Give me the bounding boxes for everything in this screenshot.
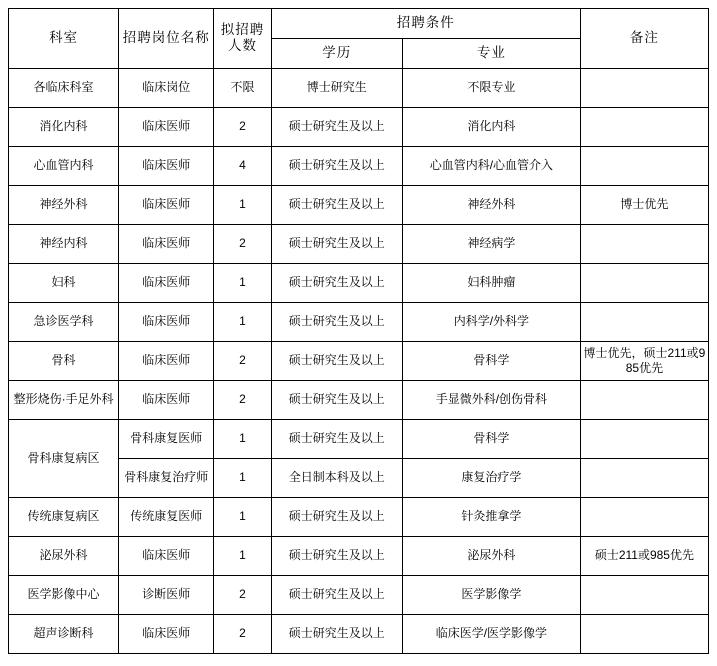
table-row [9,380,709,419]
cell-education: 硕士研究生及以上 [271,341,402,380]
cell-remark: 博士优先 [580,185,708,224]
cell-post: 临床岗位 [119,68,214,107]
cell-major: 临床医学/医学影像学 [402,614,580,653]
cell-department: 神经外科 [9,185,119,224]
cell-post: 临床医师 [119,263,214,302]
cell-remark: 博士优先，硕士211或985优先 [580,341,708,380]
cell-major: 针灸推拿学 [402,497,580,536]
cell-remark [580,224,708,263]
cell-post: 临床医师 [119,146,214,185]
cell-major: 内科学/外科学 [402,302,580,341]
cell-post: 临床医师 [119,185,214,224]
cell-planned-number: 2 [214,575,271,614]
cell-remark: 硕士211或985优先 [580,536,708,575]
cell-post: 诊断医师 [119,575,214,614]
cell-remark [580,107,708,146]
cell-planned-number: 2 [214,224,271,263]
cell-planned-number: 2 [214,107,271,146]
cell-remark [580,302,708,341]
cell-department: 骨科康复病区 [9,419,119,497]
cell-major: 手显微外科/创伤骨科 [402,380,580,419]
table-head [9,9,709,69]
header-post-name: 招聘岗位名称 [119,9,214,69]
cell-department: 急诊医学科 [9,302,119,341]
table-row [9,497,709,536]
table-row [9,185,709,224]
cell-remark [580,380,708,419]
cell-planned-number: 4 [214,146,271,185]
cell-remark [580,575,708,614]
cell-planned-number: 1 [214,419,271,458]
cell-major: 不限专业 [402,68,580,107]
cell-department: 医学影像中心 [9,575,119,614]
cell-major: 医学影像学 [402,575,580,614]
cell-post: 临床医师 [119,302,214,341]
cell-education: 硕士研究生及以上 [271,419,402,458]
cell-education: 硕士研究生及以上 [271,224,402,263]
header-row-top [9,9,709,39]
table-row [9,302,709,341]
header-department: 科室 [9,9,119,69]
cell-remark [580,614,708,653]
cell-post: 骨科康复治疗师 [119,458,214,497]
cell-major: 康复治疗学 [402,458,580,497]
cell-post: 骨科康复医师 [119,419,214,458]
cell-post: 临床医师 [119,614,214,653]
cell-planned-number: 2 [214,341,271,380]
cell-planned-number: 2 [214,614,271,653]
table-row [9,575,709,614]
cell-education: 硕士研究生及以上 [271,185,402,224]
cell-education: 全日制本科及以上 [271,458,402,497]
cell-department: 神经内科 [9,224,119,263]
cell-post: 临床医师 [119,224,214,263]
cell-major: 妇科肿瘤 [402,263,580,302]
cell-major: 心血管内科/心血管介入 [402,146,580,185]
cell-remark [580,68,708,107]
cell-major: 骨科学 [402,419,580,458]
cell-planned-number: 1 [214,536,271,575]
table-row [9,263,709,302]
cell-post: 临床医师 [119,380,214,419]
cell-planned-number: 2 [214,380,271,419]
cell-remark [580,497,708,536]
recruitment-table [8,8,709,654]
cell-department: 妇科 [9,263,119,302]
cell-remark [580,419,708,458]
cell-department: 传统康复病区 [9,497,119,536]
cell-education: 硕士研究生及以上 [271,380,402,419]
cell-post: 临床医师 [119,536,214,575]
cell-department: 超声诊断科 [9,614,119,653]
table-row [9,68,709,107]
cell-education: 硕士研究生及以上 [271,146,402,185]
cell-education: 硕士研究生及以上 [271,107,402,146]
cell-planned-number: 1 [214,302,271,341]
cell-planned-number: 不限 [214,68,271,107]
cell-planned-number: 1 [214,263,271,302]
cell-major: 神经病学 [402,224,580,263]
header-conditions: 招聘条件 [271,9,580,39]
cell-education: 博士研究生 [271,68,402,107]
table-row [9,107,709,146]
cell-department: 各临床科室 [9,68,119,107]
cell-planned-number: 1 [214,458,271,497]
cell-department: 心血管内科 [9,146,119,185]
cell-department: 整形烧伤·手足外科 [9,380,119,419]
header-planned-number: 拟招聘人数 [214,9,271,69]
cell-post: 临床医师 [119,107,214,146]
cell-education: 硕士研究生及以上 [271,614,402,653]
cell-department: 消化内科 [9,107,119,146]
table-row [9,146,709,185]
cell-planned-number: 1 [214,185,271,224]
cell-education: 硕士研究生及以上 [271,575,402,614]
cell-post: 临床医师 [119,341,214,380]
cell-post: 传统康复医师 [119,497,214,536]
cell-education: 硕士研究生及以上 [271,536,402,575]
header-education: 学历 [271,38,402,68]
cell-planned-number: 1 [214,497,271,536]
cell-education: 硕士研究生及以上 [271,263,402,302]
cell-department: 泌尿外科 [9,536,119,575]
cell-education: 硕士研究生及以上 [271,302,402,341]
cell-department: 骨科 [9,341,119,380]
table-row [9,341,709,380]
cell-education: 硕士研究生及以上 [271,497,402,536]
table-body [9,68,709,653]
table-row [9,614,709,653]
header-remark: 备注 [580,9,708,69]
table-row [9,536,709,575]
table-row [9,224,709,263]
table-row [9,419,709,458]
cell-remark [580,146,708,185]
cell-major: 泌尿外科 [402,536,580,575]
cell-major: 骨科学 [402,341,580,380]
cell-remark [580,458,708,497]
cell-major: 神经外科 [402,185,580,224]
cell-major: 消化内科 [402,107,580,146]
header-major: 专业 [402,38,580,68]
cell-remark [580,263,708,302]
